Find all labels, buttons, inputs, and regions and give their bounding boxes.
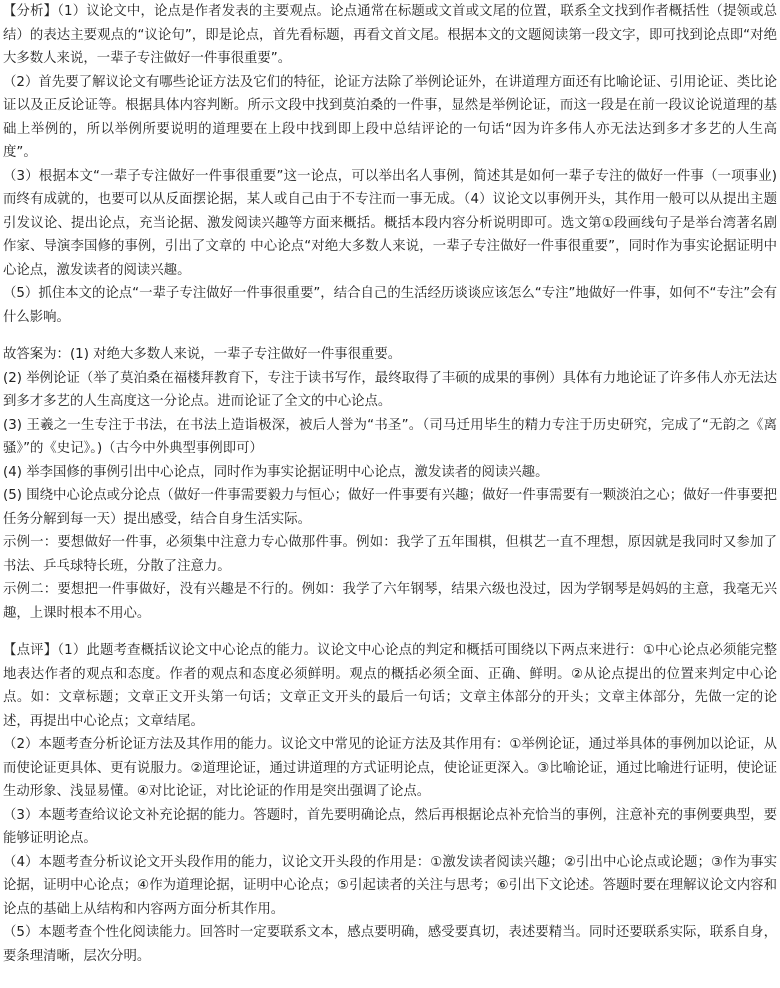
- answer-line-5: (5) 围绕中心论点或分论点（做好一件事需要毅力与恒心；做好一件事要有兴趣；做好一件事需要有一颗淡泊之心；做好一件事要把任务分解到每一天）提出感受，结合自身生活实际。: [3, 488, 777, 527]
- analysis-section: [3, 0, 777, 329]
- answer-line-3: (3) 王羲之一生专注于书法，在书法上造诣极深，被后人誉为“书圣”。（司马迁用毕生的精力专注于历史研究，完成了“无韵之《离骚》”的《史记》。)（古今中外典型事例即可）: [3, 417, 777, 456]
- comment-section: [3, 639, 777, 968]
- comment-paragraph-3: （3）本题考查给议论文补充论据的能力。答题时，首先要明确论点，然后再根据论点补充恰当的事例，注意补充的事例要典型，要能够证明论点。: [3, 807, 777, 846]
- answer-section: [3, 343, 777, 625]
- section-spacer: [3, 329, 777, 343]
- comment-paragraph-1: 【点评】（1）此题考查概括议论文中心论点的能力。议论文中心论点的判定和概括可围绕以下两点来进行：①中心论点必须能完整地表达作者的观点和态度。作者的观点和态度必须鲜明。观点的概括必须全面、正确、鲜明。②从论点提出的位置来判定中心论点。如：文章标题；文章正文开头第一句话；文章正文开头的最后一句话；文章主体部分的开头；文章主体部分，先做一定的论述，再提出中心论点；文章结尾。: [3, 643, 777, 729]
- comment-paragraph-2: （2）本题考查分析论证方法及其作用的能力。议论文中常见的论证方法及其作用有：①举例论证，通过举具体的事例加以论证，从而使论证更具体、更有说服力。②道理论证，通过讲道理的方式证明论点，使论证更深入。③比喻论证，通过比喻进行证明，使论证生动形象、浅显易懂。④对比论证，对比论证的作用是突出强调了论点。: [3, 737, 777, 799]
- answer-line-1: 故答案为：(1) 对绝大多数人来说，一辈子专注做好一件事很重要。: [3, 347, 402, 362]
- answer-example-1: 示例一：要想做好一件事，必须集中注意力专心做那件事。例如：我学了五年围棋，但棋艺一直不理想，原因就是我同时又参加了书法、乒乓球特长班，分散了注意力。: [3, 535, 777, 574]
- comment-paragraph-5: （5）本题考查个性化阅读能力。回答时一定要联系文本，感点要明确，感受要真切，表述要精当。同时还要联系实际，联系自身，要条理清晰，层次分明。: [3, 925, 777, 964]
- answer-line-4: (4) 举李国修的事例引出中心论点，同时作为事实论据证明中心论点，激发读者的阅读兴趣。: [3, 464, 549, 480]
- comment-paragraph-4: （4）本题考查分析议论文开头段作用的能力，议论文开头段的作用是：①激发读者阅读兴趣；②引出中心论点或论题；③作为事实论据，证明中心论点；④作为道理论据，证明中心论点；⑤引起读者的关注与思考；⑥引出下文论述。答题时要在理解议论文内容和论点的基础上从结构和内容两方面分析其作用。: [3, 854, 777, 917]
- answer-line-2: (2) 举例论证（举了莫泊桑在福楼拜教育下，专注于读书写作，最终取得了丰硕的成果的事例）具体有力地论证了许多伟人亦无法达到多才多艺的人生高度这一分论点。进而论证了全文的中心论点。: [3, 370, 777, 409]
- analysis-paragraph-1: 【分析】（1）议论文中，论点是作者发表的主要观点。论点通常在标题或文首或文尾的位置，联系全文找到作者概括性（提领或总结）的表达主要观点的“议论句”，即是论点，首先看标题，再看文首文尾。根据本文的文题阅读第一段文字，即可找到论点即“对绝大多数人来说，一辈子专注做好一件事很重要”。: [3, 4, 777, 66]
- section-spacer: [3, 625, 777, 639]
- analysis-paragraph-4: （5）抓住本文的论点“一辈子专注做好一件事很重要”，结合自己的生活经历谈谈应该怎么“专注”地做好一件事，如何不“专注”会有什么影响。: [3, 286, 777, 325]
- analysis-paragraph-2: （2）首先要了解议论文有哪些论证方法及它们的特征，论证方法除了举例论证外，在讲道理方面还有比喻论证、引用论证、类比论证以及正反论证等。根据具体内容判断。所示文段中找到莫泊桑的一件事，显然是举例论证，而这一段是在前一段议论说道理的基础上举例的，所以举例所要说明的道理要在上段中找到即上段中总结评论的一句话“因为许多伟人亦无法达到多才多艺的人生高度”。: [3, 74, 777, 160]
- answer-example-2: 示例二：要想把一件事做好，没有兴趣是不行的。例如：我学了六年钢琴，结果六级也没过，因为学钢琴是妈妈的主意，我毫无兴趣，上课时根本不用心。: [3, 582, 777, 621]
- analysis-paragraph-3: （3）根据本文“一辈子专注做好一件事很重要”这一论点，可以举出名人事例，简述其是如何一辈子专注的做好一件事（一项事业)而终有成就的，也要可以从反面摆论据，某人或自己由于不专注而一事无成。（4）议论文以事例开头，其作用一般可以从提出主题引发议论、提出论点，充当论据、激发阅读兴趣等方面来概括。概括本段内容分析说明即可。选文第①段画线句子是举台湾著名剧作家、导演李国修的事例，引出了文章的 中心论点“对绝大多数人来说，一辈子专注做好一件事很重要”，同时作为事实论据证明中心论点，激发读者的阅读兴趣。: [3, 168, 777, 278]
